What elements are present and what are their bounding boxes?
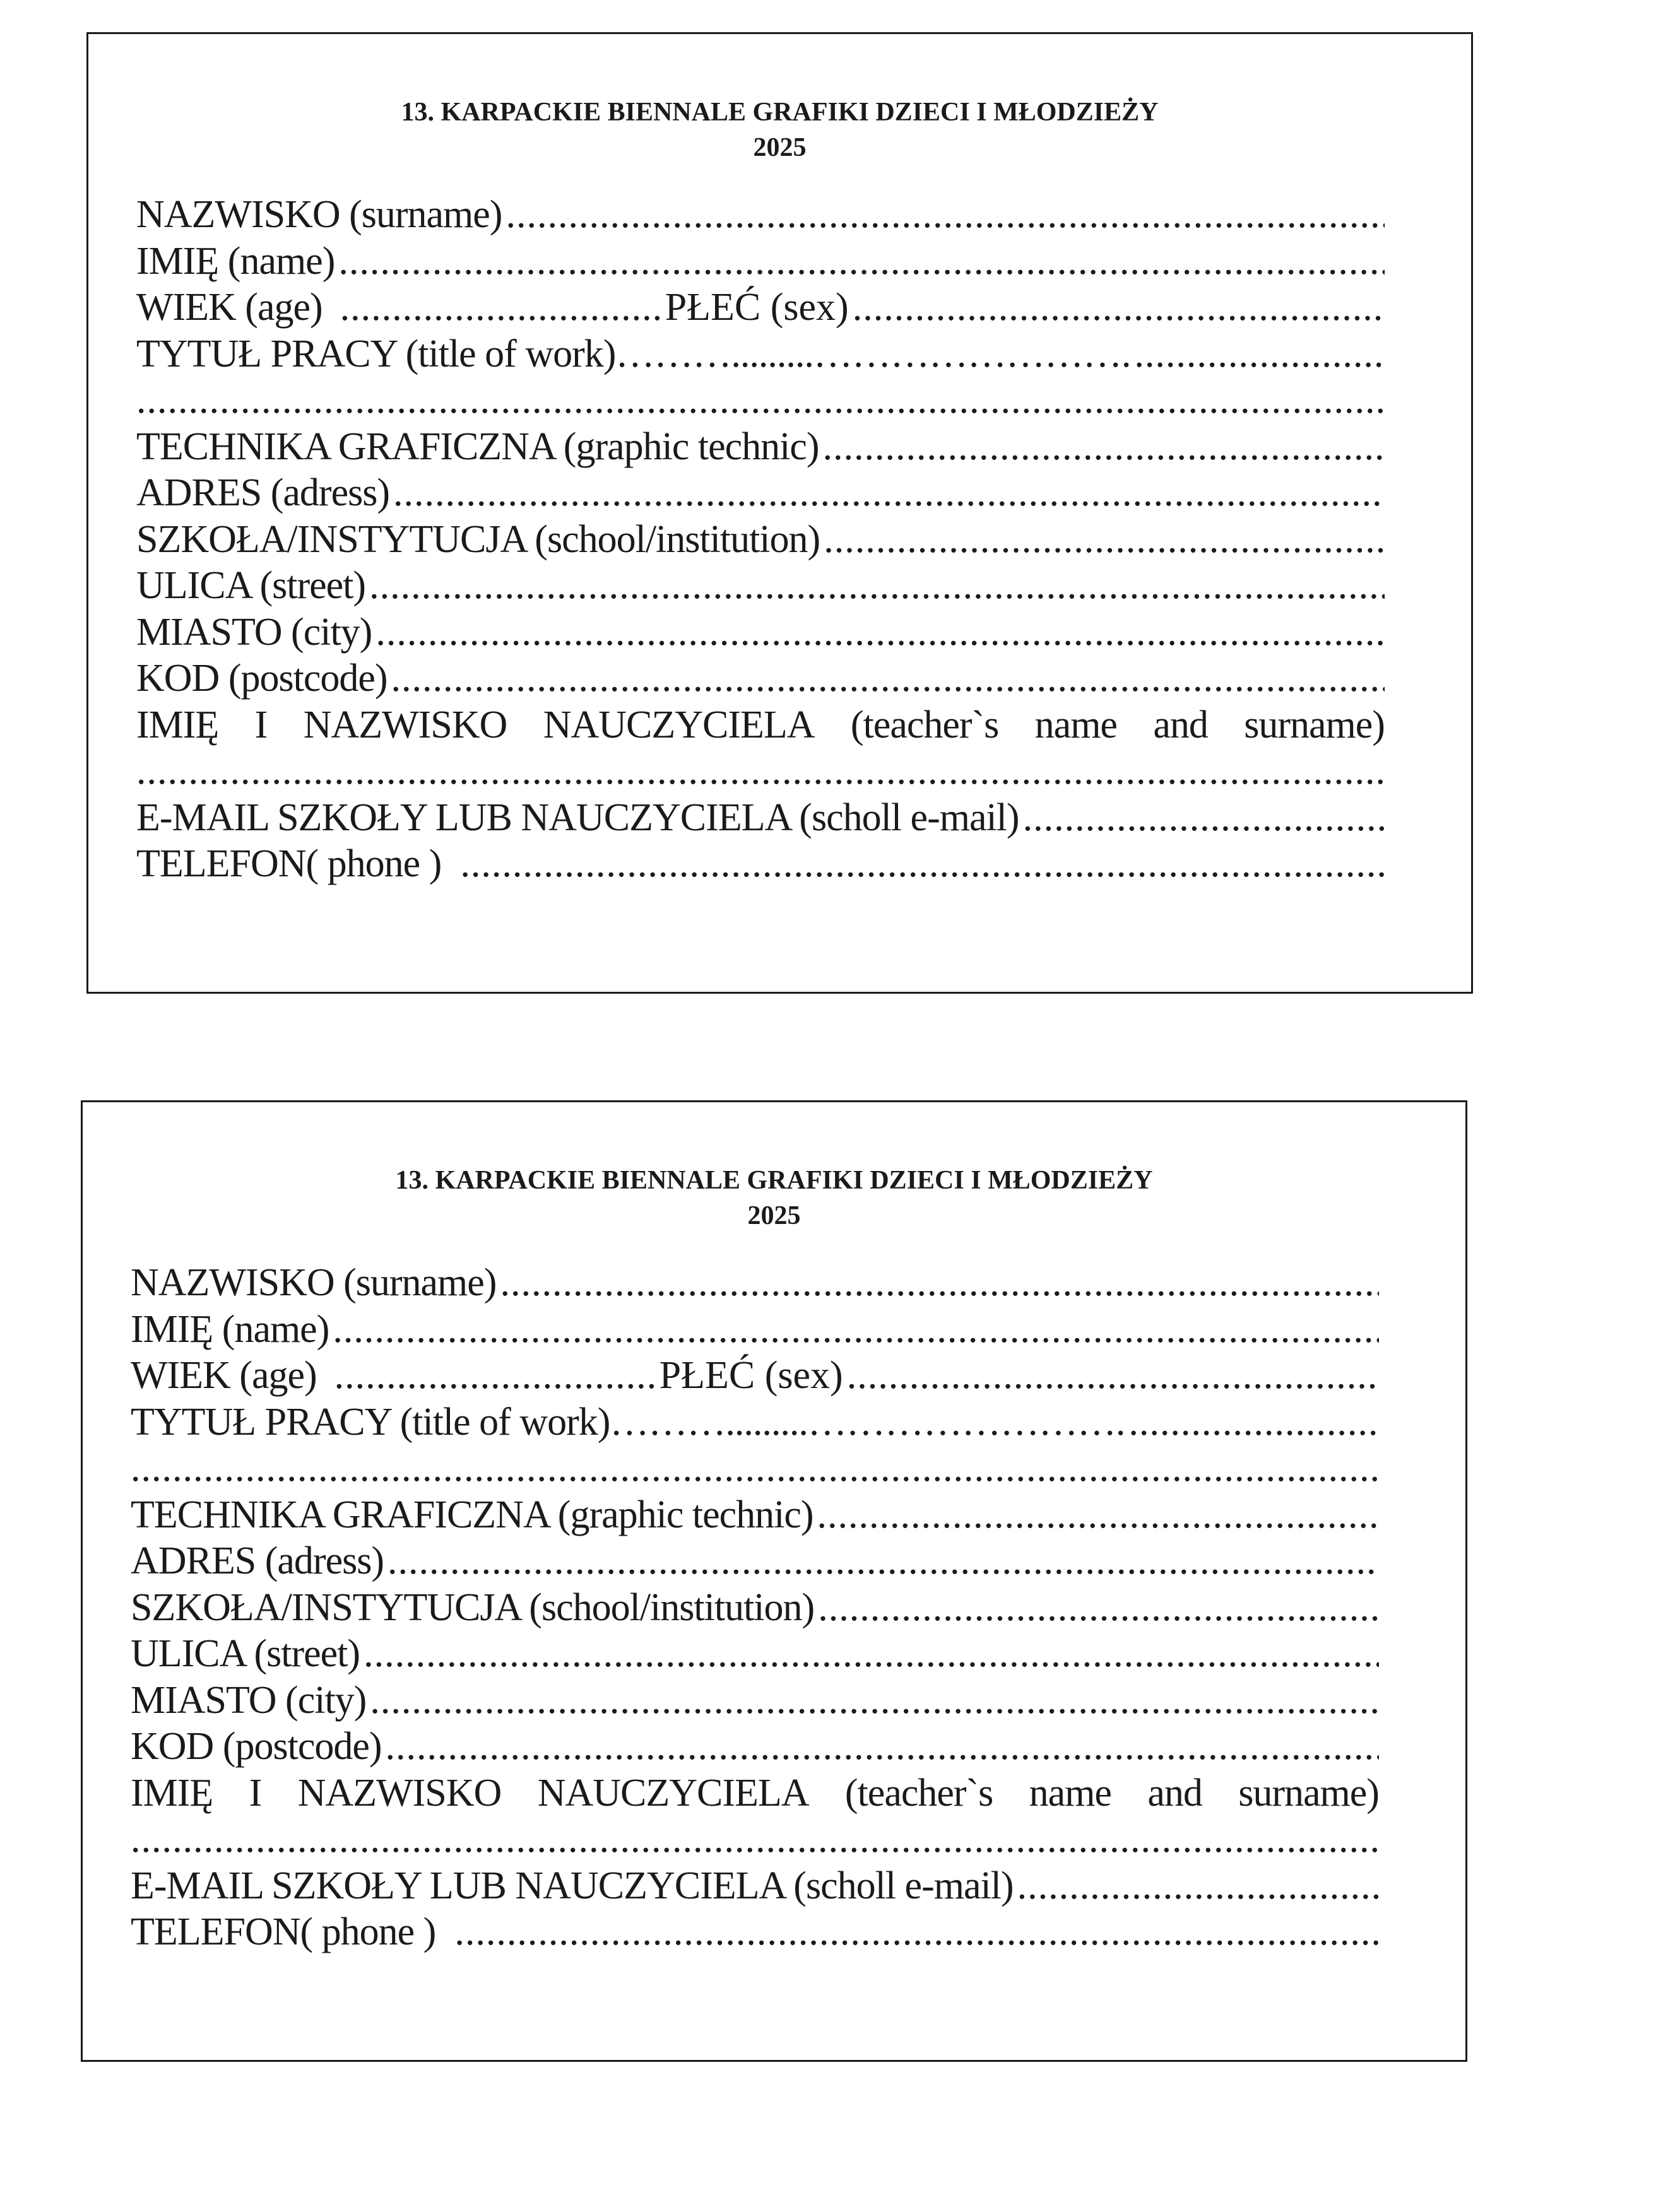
- phone-fill-line[interactable]: [454, 1909, 1379, 1956]
- teacher-name-word: IMIĘ: [131, 1771, 213, 1815]
- street-label: ULICA (street): [131, 1632, 360, 1675]
- teacher-name-field[interactable]: [131, 1816, 1379, 1863]
- teacher-name-word: (teacher`s: [844, 1771, 993, 1815]
- age-fill-line[interactable]: [340, 285, 665, 331]
- surname-field[interactable]: [136, 192, 1385, 238]
- email-fill-line[interactable]: [1017, 1863, 1379, 1910]
- phone-label: TELEFON( phone ): [136, 842, 442, 885]
- heading-title: 13. KARPACKIE BIENNALE GRAFIKI DZIECI I MŁODZIEŻY: [401, 98, 1159, 127]
- teacher-name-word: NAUCZYCIELA: [543, 703, 815, 746]
- name-label: IMIĘ (name): [131, 1307, 329, 1351]
- name-field[interactable]: [136, 238, 1385, 285]
- adress-fill-line[interactable]: [393, 470, 1385, 517]
- phone-field[interactable]: [136, 841, 1385, 888]
- postcode-fill-line[interactable]: [391, 656, 1385, 702]
- surname-field[interactable]: [131, 1260, 1379, 1307]
- teacher-name-fill-line[interactable]: [136, 748, 1385, 795]
- title-of-work-field[interactable]: [136, 331, 1385, 378]
- title-of-work-field[interactable]: [131, 1399, 1379, 1446]
- teacher-name-word: NAZWISKO: [297, 1771, 502, 1815]
- email-label: E-MAIL SZKOŁY LUB NAUCZYCIELA (scholl e-mail): [131, 1864, 1014, 1907]
- teacher-name-word: name: [1029, 1771, 1111, 1815]
- city-field[interactable]: [131, 1678, 1379, 1724]
- heading-year: 2025: [753, 133, 807, 162]
- registration-form-card-2: [81, 1100, 1467, 2062]
- sex-fill-line[interactable]: [853, 285, 1385, 331]
- school-institution-label: SZKOŁA/INSTYTUCJA (school/institution): [131, 1585, 815, 1629]
- school-institution-field[interactable]: [131, 1585, 1379, 1632]
- postcode-field[interactable]: [131, 1724, 1379, 1770]
- teacher-name-word: and: [1153, 703, 1208, 746]
- school-institution-field[interactable]: [136, 517, 1385, 563]
- teacher-name-word: NAUCZYCIELA: [537, 1771, 809, 1815]
- title-of-work-fill-line[interactable]: [1134, 331, 1385, 378]
- teacher-name-word: I: [254, 703, 268, 746]
- school-institution-fill-line[interactable]: [824, 517, 1385, 563]
- school-institution-fill-line[interactable]: [818, 1585, 1379, 1632]
- email-field[interactable]: [131, 1863, 1379, 1910]
- title-of-work-label: TYTUŁ PRACY (title of work)……….........…………………….: [136, 332, 1131, 375]
- email-field[interactable]: [136, 795, 1385, 842]
- title-of-work-fill-line-2[interactable]: [136, 377, 1385, 424]
- street-fill-line[interactable]: [369, 563, 1385, 609]
- teacher-name-label-line: [131, 1770, 1379, 1817]
- teacher-name-word: IMIĘ: [136, 703, 219, 746]
- teacher-name-word: and: [1147, 1771, 1202, 1815]
- city-label: MIASTO (city): [131, 1678, 367, 1722]
- graphic-technic-field[interactable]: [136, 424, 1385, 471]
- city-field[interactable]: [136, 609, 1385, 656]
- heading-year: 2025: [747, 1201, 801, 1230]
- teacher-name-word: I: [249, 1771, 262, 1815]
- form-heading: [83, 1163, 1465, 1233]
- sex-label: PŁEĆ (sex): [659, 1354, 843, 1397]
- email-label: E-MAIL SZKOŁY LUB NAUCZYCIELA (scholl e-mail): [136, 796, 1019, 839]
- teacher-name-word: NAZWISKO: [303, 703, 507, 746]
- email-fill-line[interactable]: [1023, 795, 1385, 842]
- city-label: MIASTO (city): [136, 610, 372, 654]
- surname-fill-line[interactable]: [506, 192, 1385, 238]
- age-fill-line[interactable]: [334, 1353, 660, 1399]
- age-label: WIEK (age): [136, 286, 322, 329]
- adress-label: ADRES (adress): [131, 1539, 384, 1582]
- title-of-work-continuation[interactable]: [131, 1445, 1379, 1492]
- graphic-technic-label: TECHNIKA GRAFICZNA (graphic technic): [131, 1493, 813, 1536]
- teacher-name-word: (teacher`s: [850, 703, 999, 746]
- sex-fill-line[interactable]: [847, 1353, 1379, 1399]
- graphic-technic-fill-line[interactable]: [817, 1492, 1379, 1539]
- teacher-name-field[interactable]: [136, 748, 1385, 795]
- street-field[interactable]: [136, 563, 1385, 609]
- street-field[interactable]: [131, 1631, 1379, 1678]
- name-fill-line[interactable]: [338, 238, 1385, 285]
- title-of-work-continuation[interactable]: [136, 377, 1385, 424]
- postcode-label: KOD (postcode): [131, 1725, 382, 1768]
- registration-form-card-1: [86, 32, 1473, 994]
- adress-fill-line[interactable]: [387, 1538, 1379, 1585]
- graphic-technic-fill-line[interactable]: [823, 424, 1385, 471]
- teacher-name-label: [136, 702, 1385, 749]
- phone-fill-line[interactable]: [460, 841, 1385, 888]
- street-fill-line[interactable]: [364, 1631, 1379, 1678]
- name-fill-line[interactable]: [333, 1307, 1379, 1353]
- postcode-label: KOD (postcode): [136, 657, 387, 700]
- street-label: ULICA (street): [136, 564, 366, 607]
- postcode-field[interactable]: [136, 656, 1385, 702]
- age-label: WIEK (age): [131, 1354, 317, 1397]
- city-fill-line[interactable]: [376, 609, 1385, 656]
- title-of-work-fill-line-2[interactable]: [131, 1445, 1379, 1492]
- form-heading: [88, 95, 1471, 165]
- phone-label: TELEFON( phone ): [131, 1910, 436, 1953]
- age-sex-field[interactable]: [131, 1353, 1379, 1399]
- adress-field[interactable]: [131, 1538, 1379, 1585]
- title-of-work-label: TYTUŁ PRACY (title of work)……….........…………………….: [131, 1400, 1125, 1444]
- graphic-technic-field[interactable]: [131, 1492, 1379, 1539]
- surname-fill-line[interactable]: [500, 1260, 1379, 1307]
- teacher-name-fill-line[interactable]: [131, 1816, 1379, 1863]
- teacher-name-label-line: [136, 702, 1385, 749]
- surname-label: NAZWISKO (surname): [136, 193, 502, 236]
- name-field[interactable]: [131, 1307, 1379, 1353]
- teacher-name-word: name: [1034, 703, 1117, 746]
- school-institution-label: SZKOŁA/INSTYTUCJA (school/institution): [136, 517, 820, 561]
- name-label: IMIĘ (name): [136, 239, 335, 283]
- adress-label: ADRES (adress): [136, 471, 389, 514]
- title-of-work-fill-line[interactable]: [1128, 1399, 1379, 1446]
- sex-label: PŁEĆ (sex): [665, 286, 849, 329]
- age-sex-field[interactable]: [136, 285, 1385, 331]
- adress-field[interactable]: [136, 470, 1385, 517]
- surname-label: NAZWISKO (surname): [131, 1261, 497, 1304]
- phone-field[interactable]: [131, 1909, 1379, 1956]
- city-fill-line[interactable]: [370, 1678, 1379, 1724]
- field-list: [131, 1260, 1379, 1956]
- graphic-technic-label: TECHNIKA GRAFICZNA (graphic technic): [136, 425, 819, 468]
- heading-title: 13. KARPACKIE BIENNALE GRAFIKI DZIECI I MŁODZIEŻY: [395, 1166, 1153, 1195]
- teacher-name-word: surname): [1238, 1771, 1379, 1815]
- teacher-name-label: [131, 1770, 1379, 1817]
- field-list: [136, 192, 1385, 888]
- teacher-name-word: surname): [1244, 703, 1385, 746]
- postcode-fill-line[interactable]: [386, 1724, 1379, 1770]
